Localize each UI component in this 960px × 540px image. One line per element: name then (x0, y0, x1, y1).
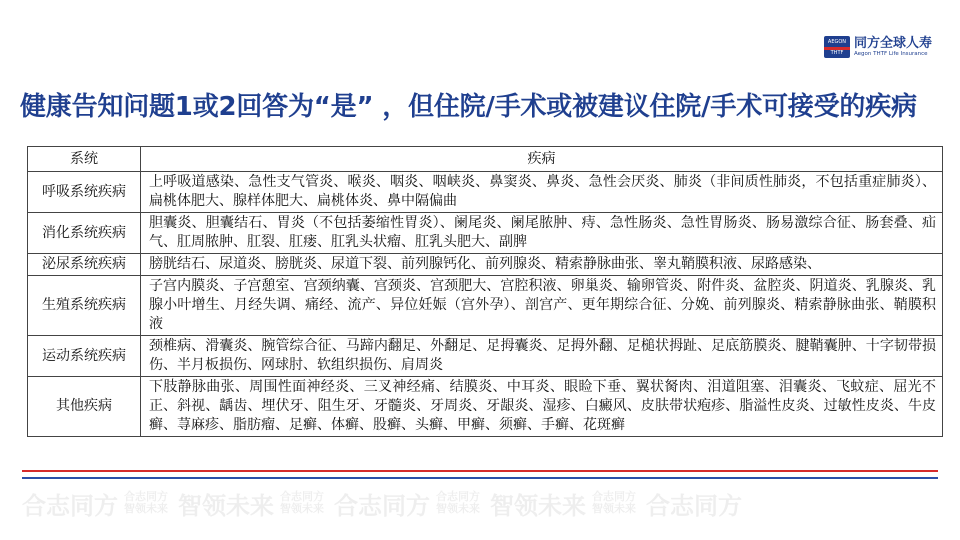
logo-mark-line1: AEGON (827, 38, 847, 45)
row-system: 生殖系统疾病 (28, 276, 141, 336)
slogan-small (436, 491, 480, 515)
slogan-small-line2: 智领未来 (436, 502, 480, 515)
slogan-small-line1: 合志同方 (124, 490, 168, 503)
page-title: 健康告知问题1或2回答为“是” ，但住院/手术或被建议住院/手术可接受的疾病 (20, 92, 917, 122)
logo-name-cn: 同方全球人寿 (854, 35, 933, 51)
row-system: 消化系统疾病 (28, 213, 141, 254)
table-row (28, 377, 943, 437)
slogan-small (280, 491, 324, 515)
slogan-big: 智领未来 (490, 491, 586, 520)
slogan-small-line2: 智领未来 (280, 502, 324, 515)
footer-blue-line (22, 477, 938, 479)
footer-red-line (22, 470, 938, 472)
row-diseases: 子宫内膜炎、子宫憩室、宫颈纳囊、宫颈炎、宫颈肥大、宫腔积液、卵巢炎、输卵管炎、附件炎、盆腔炎、阴道炎、乳腺炎、乳腺小叶增生、月经失调、痛经、流产、异位妊娠（宫外孕）、剖宫产、更年期综合征、分娩、前列腺炎、精索静脉曲张、鞘膜积液 (141, 276, 943, 336)
row-diseases: 下肢静脉曲张、周围性面神经炎、三叉神经痛、结膜炎、中耳炎、眼睑下垂、翼状胬肉、泪道阻塞、泪囊炎、飞蚊症、屈光不正、斜视、龋齿、埋伏牙、阻生牙、牙髓炎、牙周炎、牙龈炎、湿疹、白癜风、皮肤带状疱疹、脂溢性皮炎、过敏性皮炎、牛皮癣、荨麻疹、脂肪瘤、足癣、体癣、股癣、头癣、甲癣、须癣、手癣、花斑癣 (141, 377, 943, 437)
row-diseases: 上呼吸道感染、急性支气管炎、喉炎、咽炎、咽峡炎、鼻窦炎、鼻炎、急性会厌炎、肺炎（非间质性肺炎，不包括重症肺炎）、扁桃体肥大、腺样体肥大、扁桃体炎、鼻中隔偏曲 (141, 172, 943, 213)
header-system: 系统 (28, 147, 141, 172)
table-row (28, 213, 943, 254)
slogan-big: 合志同方 (646, 491, 742, 520)
row-system: 泌尿系统疾病 (28, 254, 141, 276)
row-system: 其他疾病 (28, 377, 141, 437)
table-row (28, 336, 943, 377)
slogan-small-line1: 合志同方 (280, 490, 324, 503)
row-system: 运动系统疾病 (28, 336, 141, 377)
company-logo (824, 36, 932, 58)
slogan-small-line1: 合志同方 (436, 490, 480, 503)
slogan-small-line2: 智领未来 (592, 502, 636, 515)
aegon-logo-icon (824, 36, 850, 58)
footer-slogan-watermark (22, 483, 952, 523)
slogan-small-line1: 合志同方 (592, 490, 636, 503)
slogan-small (592, 491, 636, 515)
disease-table (27, 146, 943, 437)
row-diseases: 胆囊炎、胆囊结石、胃炎（不包括萎缩性胃炎）、阑尾炎、阑尾脓肿、痔、急性肠炎、急性胃肠炎、肠易激综合征、肠套叠、疝气、肛周脓肿、肛裂、肛瘘、肛乳头状瘤、肛乳头肥大、副脾 (141, 213, 943, 254)
header-diseases: 疾病 (141, 147, 943, 172)
slogan-big: 智领未来 (178, 491, 274, 520)
slogan-big: 合志同方 (22, 491, 118, 520)
table-row (28, 254, 943, 276)
logo-mark-line2: THTF (830, 49, 844, 56)
slogan-big: 合志同方 (334, 491, 430, 520)
slogan-small (124, 491, 168, 515)
logo-text (854, 37, 932, 58)
row-system: 呼吸系统疾病 (28, 172, 141, 213)
table-row (28, 276, 943, 336)
table-row (28, 172, 943, 213)
table-header-row (28, 147, 943, 172)
row-diseases: 颈椎病、滑囊炎、腕管综合征、马蹄内翻足、外翻足、足拇囊炎、足拇外翻、足槌状拇趾、足底筋膜炎、腱鞘囊肿、十字韧带损伤、半月板损伤、网球肘、软组织损伤、肩周炎 (141, 336, 943, 377)
slogan-small-line2: 智领未来 (124, 502, 168, 515)
row-diseases: 膀胱结石、尿道炎、膀胱炎、尿道下裂、前列腺钙化、前列腺炎、精索静脉曲张、睾丸鞘膜积液、尿路感染、 (141, 254, 943, 276)
logo-name-en: Aegon THTF Life Insurance (854, 50, 928, 57)
